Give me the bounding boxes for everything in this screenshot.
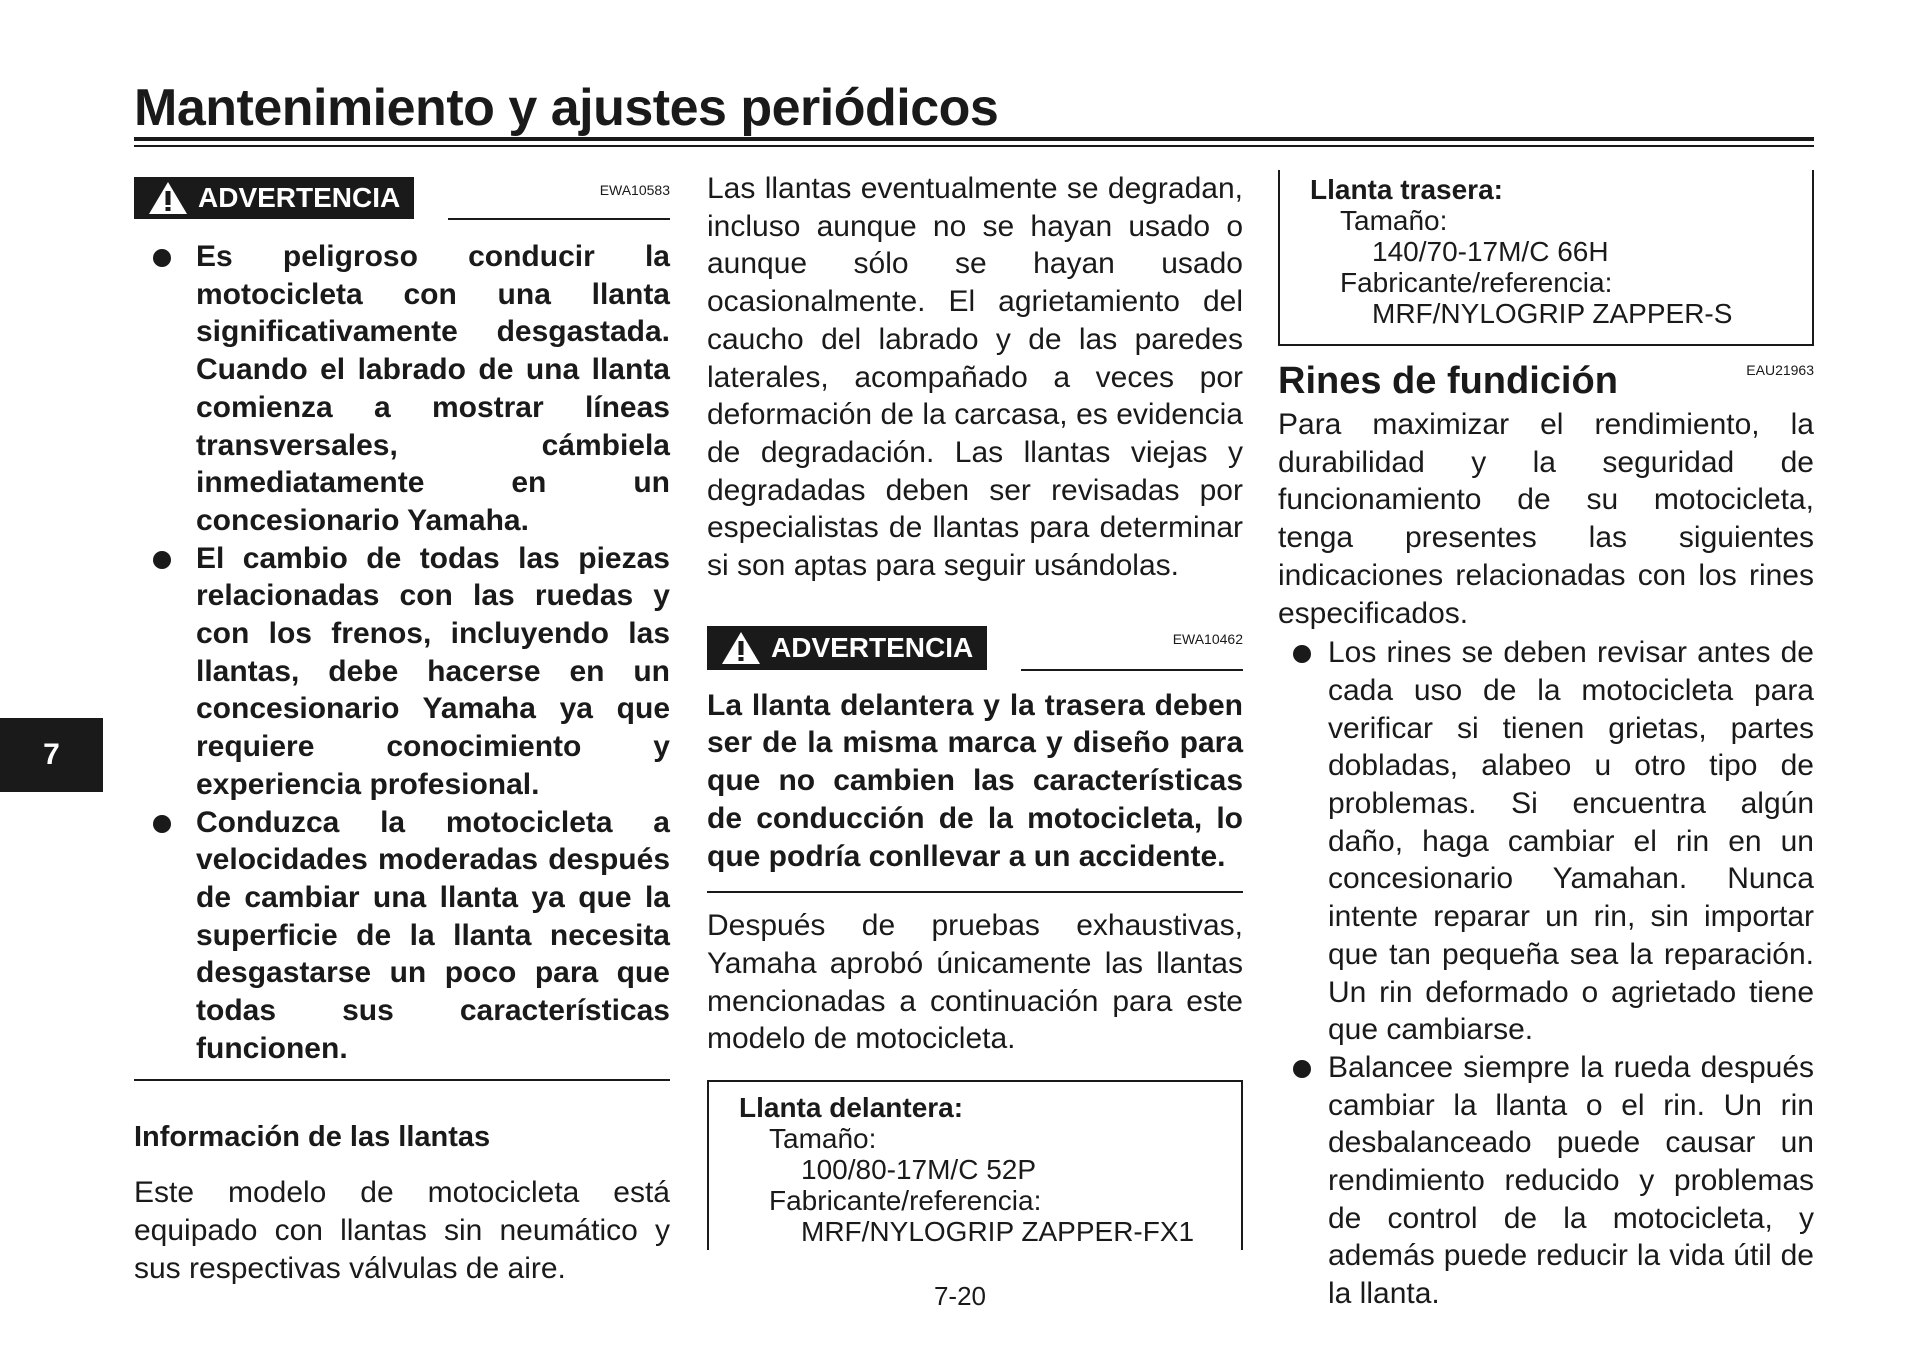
degradation-text: Las llantas eventualmente se degradan, incluso aunque no se hayan usado o aunque sólo se hayan usado ocasionalmente. El agrietamiento del caucho del labrado y de las paredes laterales, acompañado a veces por deformación de la carcasa, es evidencia de degradación. Las llantas viejas y degradadas deben ser revisadas por especialistas de llantas para determinar si son aptas para seguir usándolas. [707, 172, 1243, 583]
bullet-icon [1293, 1060, 1311, 1078]
warning-code: EWA10462 [1172, 630, 1243, 647]
rines-intro: Para maximizar el rendimiento, la durabilidad y la seguridad de funcionamiento de su motocicleta, tenga presentes las siguientes indicaciones relacionadas con los rines especificados. [1278, 408, 1814, 630]
front-tire-maker-label: Fabricante/referencia: [769, 1185, 1042, 1217]
chapter-number: 7 [43, 738, 60, 771]
front-tire-size-label: Tamaño: [769, 1123, 877, 1155]
warning-bullet [134, 540, 670, 804]
rines-header [1278, 358, 1814, 406]
warning-rule [448, 218, 670, 220]
rear-tire-maker: MRF/NYLOGRIP ZAPPER-S [1372, 298, 1733, 329]
rines-bullet [1278, 634, 1814, 1049]
warning-bullet [134, 804, 670, 1068]
warning-header-1 [134, 174, 670, 226]
warning-rule [1021, 669, 1243, 671]
warning-bullet-text: Es peligroso conducir la motocicleta con una llanta significativamente desgastada. Cuando el labrado de una llanta comienza a mostrar líneas transversales, cámbiela inmediatamente en un concesionario Yamaha. [196, 240, 670, 537]
warning-bullet-text: El cambio de todas las piezas relacionadas con las ruedas y con los frenos, incluyendo las llantas, debe hacerse en un concesionario Yamaha ya que requiere conocimiento y experiencia profesional. [196, 541, 670, 801]
title-rule-thin [134, 145, 1814, 147]
title-rule-thick [134, 137, 1814, 141]
front-tire-box [707, 1080, 1243, 1250]
rear-tire-size: 140/70-17M/C 66H [1372, 236, 1609, 267]
warning-triangle-icon [148, 181, 188, 215]
front-tire-maker: MRF/NYLOGRIP ZAPPER-FX1 [801, 1216, 1195, 1248]
bullet-icon [153, 815, 171, 833]
warning-label: ADVERTENCIA [198, 182, 401, 213]
column-right [1278, 170, 1814, 1313]
rines-bullets [1278, 634, 1814, 1313]
warning-bullet [134, 238, 670, 540]
bullet-icon [153, 249, 171, 267]
rear-tire-size-label: Tamaño: [1340, 205, 1448, 236]
column-left [134, 174, 670, 1288]
warning-badge-2 [707, 626, 987, 670]
column-middle [707, 174, 1243, 1250]
rines-bullet-text: Balancee siempre la rueda después cambiar la llanta o el rin. Un rin desbalanceado puede causar un rendimiento reducido y problemas de control de la motocicleta, y además puede reducir la vida útil de la llanta. [1328, 1050, 1814, 1311]
warning-header-2 [707, 623, 1243, 675]
front-tire-size: 100/80-17M/C 52P [801, 1154, 1037, 1186]
front-tire-heading: Llanta delantera: [739, 1092, 964, 1124]
rines-bullet-text: Los rines se deben revisar antes de cada uso de la motocicleta para verificar si tienen grietas, partes dobladas, alabeo u otro tipo de problemas. Si encuentra algún daño, haga cambiar el rin en un concesionario Yamahan. Nunca intente reparar un rin, sin importar que tan pequeña sea la reparación. Un rin deformado o agrietado tiene que cambiarse. [1328, 636, 1814, 1047]
warning-end-rule [707, 891, 1243, 893]
bullet-icon [153, 551, 171, 569]
rines-code: EAU21963 [1746, 362, 1814, 378]
rear-tire-maker-label: Fabricante/referencia: [1340, 267, 1613, 298]
warning-code: EWA10583 [599, 182, 670, 198]
warning-bullets-1 [134, 238, 670, 1067]
warning-badge-1 [134, 177, 414, 219]
info-heading: Información de las llantas [134, 1121, 491, 1154]
page-title: Mantenimiento y ajustes periódicos [134, 79, 999, 137]
info-text: Este modelo de motocicleta está equipado con llantas sin neumático y sus respectivas válvulas de aire. [134, 1176, 670, 1285]
approval-text: Después de pruebas exhaustivas, Yamaha aprobó únicamente las llantas mencionadas a continuación para este modelo de motocicleta. [707, 909, 1243, 1056]
warning-text-2: La llanta delantera y la trasera deben ser de la misma marca y diseño para que no cambien las características de conducción de la motocicleta, lo que podría conllevar a un accidente. [707, 688, 1243, 873]
warning-bullet-text: Conduzca la motocicleta a velocidades moderadas después de cambiar una llanta ya que la superficie de la llanta necesita desgastarse un poco para que todas sus características funcionen. [196, 805, 670, 1065]
rear-tire-box [1278, 170, 1814, 346]
rear-tire-heading: Llanta trasera: [1310, 174, 1503, 205]
warning-label: ADVERTENCIA [771, 631, 974, 663]
page-number: 7-20 [933, 1281, 987, 1311]
bullet-icon [1293, 645, 1311, 663]
rines-bullet [1278, 1049, 1814, 1313]
rines-title: Rines de fundición [1278, 360, 1618, 402]
warning-triangle-icon [721, 631, 761, 665]
chapter-tab [0, 718, 103, 792]
warning-end-rule [134, 1079, 670, 1081]
